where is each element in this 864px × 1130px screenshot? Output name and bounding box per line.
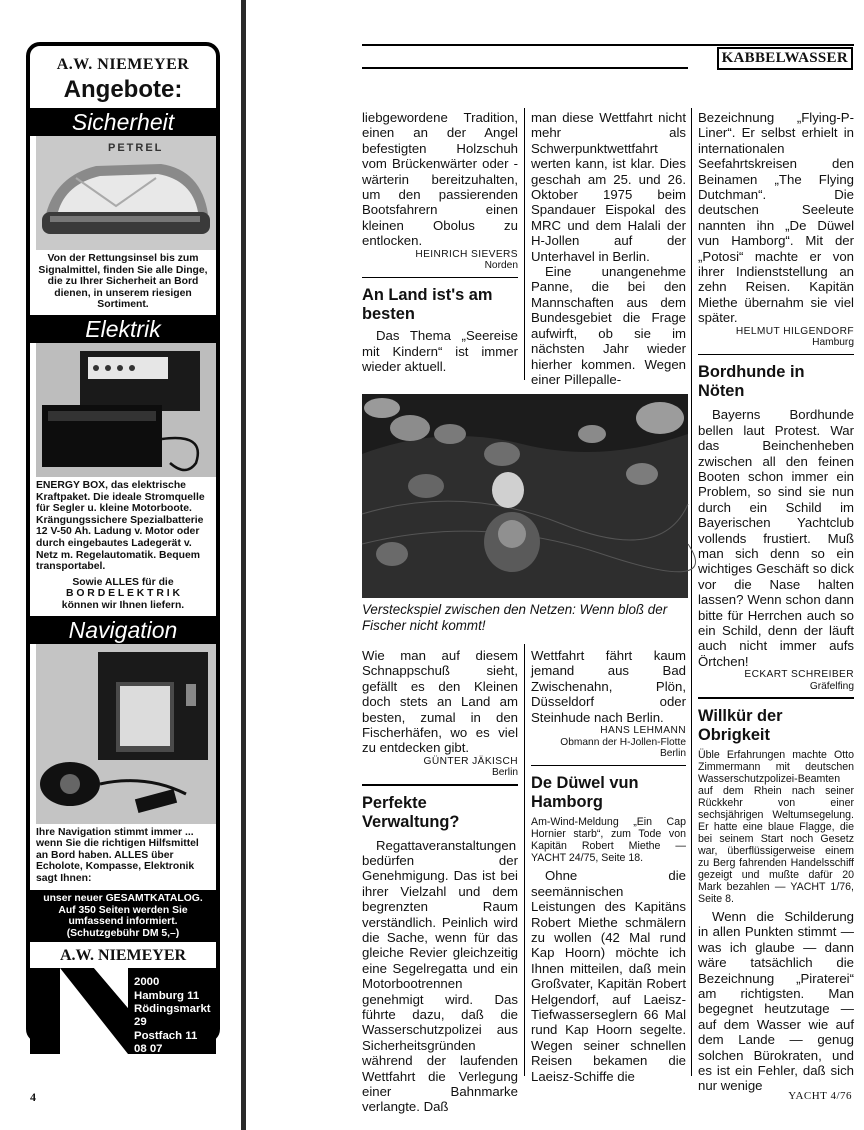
signature-name: HEINRICH SIEVERS bbox=[415, 248, 518, 260]
signature-name: ECKART SCHREIBER bbox=[744, 669, 854, 681]
ad-address-line: Postfach 11 08 07 bbox=[134, 1029, 198, 1056]
signature-place: Norden bbox=[484, 260, 518, 272]
column-rule bbox=[691, 108, 692, 1076]
signature-name: HANS LEHMANN bbox=[600, 725, 686, 737]
echo-sounder-icon bbox=[36, 644, 216, 824]
ad-text-elektrik: ENERGY BOX, das elektrische Kraftpaket. Die ideale Stromquelle für Segler u. kleine Motorboote. Krängungssichere Spezialbatterie 12 V-50 Ah. Ladung v. Motor oder durch eingebautes Ladegerät v. Netz m. Regelautomatik. Bequem transportabel. bbox=[36, 479, 205, 573]
heading-perfekte-verwaltung: Perfekte Verwaltung? bbox=[362, 793, 460, 831]
heading-willkuer: Willkür der Obrigkeit bbox=[698, 706, 783, 744]
body-text: Wie man auf diesem Schnappschuß sieht, gefällt es den Kleinen doch stets an Land am besten, zumal in den Fischerhäfen, wo es viel zu entdecken gibt. bbox=[362, 648, 518, 756]
page-number: 4 bbox=[30, 1090, 36, 1104]
column-rule bbox=[524, 644, 525, 1076]
liferaft-label: PETREL bbox=[108, 142, 164, 154]
ad-title: Angebote: bbox=[63, 76, 183, 103]
column-3 bbox=[698, 110, 854, 1094]
header-rule-bottom bbox=[362, 67, 688, 69]
signature-name: HELMUT HILGENDORF bbox=[735, 325, 854, 337]
liferaft-photo bbox=[36, 136, 210, 250]
ad-text-elektrik-2: Sowie ALLES für die bbox=[72, 576, 174, 588]
page-binding-edge bbox=[241, 0, 246, 1130]
column-rule bbox=[524, 108, 525, 380]
header-rule-top bbox=[362, 44, 854, 46]
body-text: Bezeichnung „Flying-P-Liner“. Er selbst erhielt in internationalen Seefahrtskreisen den Beinamen „The Flying Dutchman“. Die deutschen Seeleute nannten ihn „De Düwel vun Hamborg“. Mit der „Potosi“ machte er von ihrer Indienststellung an zehn Reisen. Kapitän Miethe übernahm sie viel später. bbox=[698, 110, 854, 326]
ad-text-elektrik-3: B O R D E L E K T R I K bbox=[65, 588, 181, 600]
body-text: Eine unangenehme Panne, die bei den Mannschaften aus dem Bundesgebiet die Frage aufwirft, ob sie im nächsten Jahr wieder hierher kommen. Wegen einer Pillepalle- bbox=[531, 264, 686, 387]
intro-text: Am-Wind-Meldung „Ein Cap Hornier starb“, zum Tode von Kapitän Robert Miethe — YACHT 24/75, Seite 18. bbox=[531, 816, 686, 865]
letter-eispokal bbox=[531, 110, 686, 387]
child-nets-photo-icon bbox=[362, 394, 688, 598]
magazine-issue: YACHT 4/76 bbox=[788, 1090, 852, 1102]
ad-heading-sicherheit: Sicherheit bbox=[30, 108, 216, 136]
fishing-nets-photo bbox=[362, 394, 688, 598]
signature bbox=[362, 756, 518, 779]
letter-land-end bbox=[362, 648, 518, 1115]
body-text: man diese Wettfahrt nicht mehr als Schwerpunktwettfahrt werten kann, ist klar. Dies geschah am 25. und 26. Oktober 1975 beim Spandauer Eispokal des MRC und dem Halali der H-Jollen auf der Unterhavel in Berlin. bbox=[531, 110, 686, 264]
ad-text-elektrik-4: können wir Ihnen liefern. bbox=[61, 599, 185, 611]
signature-place: Gräfelfing bbox=[809, 680, 854, 692]
signature-place: Berlin bbox=[491, 767, 518, 779]
signature-place: Berlin bbox=[659, 748, 686, 760]
signature bbox=[698, 669, 854, 692]
heading-bordhunde: Bordhunde in Nöten bbox=[698, 363, 805, 401]
body-text: Regattaveranstaltungen bedürfen der Genehmigung. Das ist bei ihrer Vielzahl und dem begrenzten Raum verständlich. Peinlich wird die Sache, wenn für das gleiche Revier gleichzeitig eine Segelregatta und ein Motorbootrennen genehmigt wird. Das führte dazu, daß die Wasserschutzpolizei aus Sicherheitsgründen während der laufenden Wettfahrt die Verlegung einer Bahnmarke verlangte. Daß bbox=[362, 837, 518, 1115]
navigation-photo bbox=[36, 644, 210, 824]
battery-icon bbox=[36, 343, 216, 477]
body-text: Wettfahrt fährt kaum jemand aus Bad Zwischenahn, Plön, Düsseldorf oder Steinhude nach Berlin. bbox=[531, 648, 686, 725]
ad-catalog: unser neuer GESAMTKATALOG. Auf 350 Seiten werden Sie umfassend informiert. (Schutzgebühr DM 5,–) bbox=[30, 890, 216, 942]
signature-name: GÜNTER JÄKISCH bbox=[423, 755, 518, 767]
ad-brand-bottom: A.W. NIEMEYER bbox=[59, 947, 187, 965]
signature bbox=[698, 326, 854, 349]
signature-org: Obmann der H-Jollen-Flotte bbox=[560, 736, 686, 748]
energy-box-photo bbox=[36, 343, 210, 477]
ad-address-block bbox=[30, 968, 216, 1109]
heading-an-land: An Land ist's am besten bbox=[362, 286, 493, 324]
niemeyer-logo-icon bbox=[30, 968, 128, 1054]
body-text: Ohne die seemännischen Leistungen des Kapitäns Robert Miethe schmälern zu wollen (42 Mal rund Kap Hoorn) möchte ich Ihnen mitteilen, daß mein Großvater, Kapitän Robert Helgendorf, auf Laeisz-Tiefwasserseglern 66 Mal rund Kap Hoorn segelte. Wegen seiner schnellen Reisen bekamen die Laeisz-Schiffe die bbox=[531, 868, 686, 1084]
intro-text: Üble Erfahrungen machte Otto Zimmermann mit deutschen Wasserschutzpolizei-Beamten auf dem Rhein nach seiner Rückkehr von einer sechsjährigen Weltumsegelung. Er hatte eine blaue Flagge, die bei seinem Start noch Gesetz war, überflüssigerweise einem zu Berg fahrenden Handelsschiff gezeigt und mußte dafür 20 Mark bezahlen — YACHT 1/76, Seite 8. bbox=[698, 748, 854, 905]
ad-heading-elektrik: Elektrik bbox=[30, 315, 216, 343]
body-text: liebgewordene Tradition, einen an der Angel befestigten Holzschuh vom Brückenwärter oder -wärterin bereitzuhalten, um den passierenden Bootsfahrern einen kleinen Obolus zu entlocken. bbox=[362, 110, 518, 249]
letter-lehmann-end bbox=[531, 648, 686, 1084]
body-text: Wenn die Schilderung in allen Punkten stimmt — was ich glaube — dann wäre tatsächlich die Bezeichnung „Piraterei“ am richtigsten. Man begegnet heutzutage — auf dem Wasser wie auf dem Lande — genug solchen Bürokraten, und es ist ein Fehler, daß sich nur wenige bbox=[698, 908, 854, 1094]
divider bbox=[698, 697, 854, 699]
ad-address-line: Rödingsmarkt 29 bbox=[134, 1002, 211, 1029]
photo-caption: Versteckspiel zwischen den Netzen: Wenn bloß der Fischer nicht kommt! bbox=[362, 602, 668, 633]
divider bbox=[362, 277, 518, 279]
divider bbox=[698, 354, 854, 356]
divider bbox=[531, 765, 686, 767]
signature bbox=[362, 249, 518, 272]
ad-address-line: 2000 Hamburg 11 bbox=[134, 976, 200, 1002]
ad-heading-navigation: Navigation bbox=[30, 616, 216, 644]
body-text: Bayerns Bordhunde bellen laut Protest. War das Beinchenheben zwischen all den feinen Booten schon immer ein Problem, so sind sie nun durch ein Schild im Bayerischen Yachtclub vollends frustiert. Muß man sich denn so ein wichtiges Geschäft so dick vor die Nase halten lassen? Wenn schon dann bitte für Herrchen auch so ein Schild, denn der läuft auch nicht immer aufs Örtchen! bbox=[698, 407, 854, 669]
letter-sievers-end bbox=[362, 110, 518, 375]
divider bbox=[362, 784, 518, 786]
niemeyer-advertisement bbox=[26, 42, 220, 1109]
ad-address-line: Telex 021 637 18 bbox=[134, 1083, 207, 1109]
ad-text-sicherheit: Von der Rettungsinsel bis zum Signalmittel, finden Sie alle Dinge, die zu Ihrer Sicherheit an Bord dienen, in unserem riesigen Sortiment. bbox=[38, 253, 208, 311]
ad-address-line: Tel. 040/36 24 91 bbox=[134, 1056, 207, 1082]
body-text: Das Thema „Seereise mit Kindern“ ist immer wieder aktuell. bbox=[362, 328, 518, 375]
heading-de-duewel: De Düwel vun Hamborg bbox=[531, 774, 639, 812]
ad-brand: A.W. NIEMEYER bbox=[56, 56, 190, 73]
section-label: KABBELWASSER bbox=[717, 47, 853, 70]
signature bbox=[531, 725, 686, 760]
ad-address bbox=[128, 968, 216, 1109]
signature-place: Hamburg bbox=[812, 337, 854, 349]
ad-text-navigation: Ihre Navigation stimmt immer ... wenn Sie die richtigen Hilfsmittel an Bord haben. ALLES über Echolote, Kompasse, Elektronik sagt Ihnen: bbox=[36, 826, 199, 884]
